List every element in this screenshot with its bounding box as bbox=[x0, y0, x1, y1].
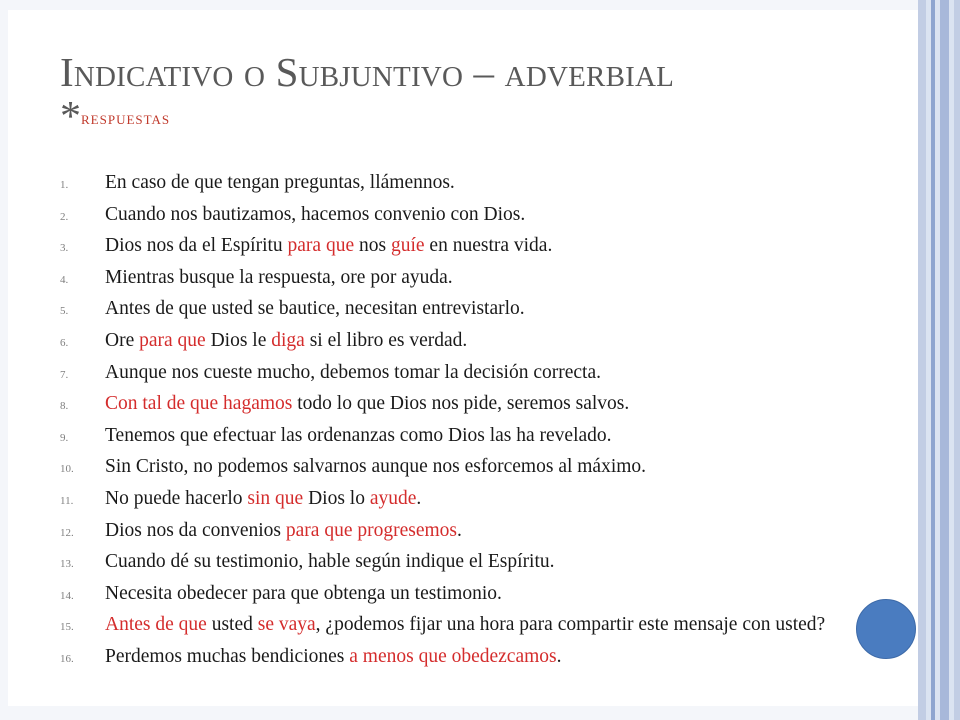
sentence-text: . bbox=[556, 645, 562, 667]
sentence-text: Necesita obedecer para que obtenga un testimonio. bbox=[105, 582, 502, 604]
list-item bbox=[60, 425, 840, 449]
subtitle-star: * bbox=[60, 94, 81, 140]
item-sentence bbox=[105, 172, 840, 194]
sentence-text: Antes de que usted se bautice, necesitan entrevistarlo. bbox=[105, 298, 525, 320]
sentence-text: Dios lo bbox=[303, 487, 370, 509]
item-sentence bbox=[105, 425, 840, 447]
list-item bbox=[60, 393, 840, 417]
sentence-text: Tenemos que efectuar las ordenanzas como Dios las ha revelado. bbox=[105, 424, 612, 446]
list-item bbox=[60, 298, 840, 322]
item-number: 2. bbox=[60, 210, 69, 223]
highlighted-phrase: a menos que obedezcamos bbox=[349, 645, 557, 667]
sentence-text: Dios le bbox=[205, 329, 272, 351]
subtitle-respuestas: respuestas bbox=[81, 108, 171, 129]
sentence-text: En caso de que tengan preguntas, llámennos. bbox=[105, 172, 455, 193]
list-item bbox=[60, 204, 840, 228]
sentence-text: Aunque nos cueste mucho, debemos tomar la decisión correcta. bbox=[105, 361, 602, 383]
list-item bbox=[60, 551, 840, 575]
sentence-text: No puede hacerlo bbox=[105, 487, 248, 509]
list-item bbox=[60, 362, 840, 386]
slide-title: Indicativo o Subjuntivo – adverbial bbox=[60, 49, 675, 95]
item-sentence bbox=[105, 583, 840, 605]
list-item bbox=[60, 520, 840, 544]
sentence-text: , ¿podemos fijar una hora para compartir este mensaje con usted? bbox=[315, 614, 826, 636]
slide-border-bottom bbox=[0, 706, 960, 720]
sentence-text: Ore bbox=[105, 329, 140, 351]
sentence-text: . bbox=[457, 519, 462, 541]
highlighted-phrase: ayude bbox=[369, 487, 417, 509]
sentence-text: Dios nos da el Espíritu bbox=[105, 235, 288, 257]
item-sentence bbox=[105, 267, 840, 289]
slide-subtitle bbox=[60, 96, 170, 138]
highlighted-phrase: para que bbox=[139, 329, 206, 351]
list-item bbox=[60, 172, 840, 196]
item-number: 5. bbox=[60, 305, 69, 318]
list-item bbox=[60, 646, 840, 670]
item-sentence bbox=[105, 235, 840, 257]
item-number: 8. bbox=[60, 400, 69, 413]
sentence-text: Dios nos da convenios bbox=[105, 519, 286, 541]
sentence-text: . bbox=[416, 487, 422, 509]
item-number: 1. bbox=[60, 179, 69, 191]
decorative-side-stripes bbox=[918, 0, 960, 720]
highlighted-phrase: Con tal de que hagamos bbox=[105, 393, 293, 415]
item-sentence bbox=[105, 204, 840, 226]
item-number: 11. bbox=[60, 494, 74, 507]
slide-border-left bbox=[0, 0, 8, 720]
highlighted-phrase: sin que bbox=[247, 487, 304, 509]
item-number: 10. bbox=[60, 463, 74, 476]
highlighted-phrase: Antes de que bbox=[105, 614, 207, 636]
item-number: 3. bbox=[60, 242, 69, 255]
sentence-text: si el libro es verdad. bbox=[304, 329, 468, 351]
highlighted-phrase: para que bbox=[287, 235, 355, 257]
item-number: 4. bbox=[60, 273, 69, 286]
list-item bbox=[60, 330, 840, 354]
item-number: 14. bbox=[60, 589, 74, 602]
item-number: 13. bbox=[60, 558, 74, 571]
sentence-text: Mientras busque la respuesta, ore por ayuda. bbox=[105, 266, 453, 288]
numbered-sentence-list bbox=[60, 172, 840, 678]
item-sentence bbox=[105, 298, 840, 320]
item-number: 9. bbox=[60, 431, 69, 444]
item-sentence bbox=[105, 488, 840, 510]
sentence-text: Sin Cristo, no podemos salvarnos aunque nos esforcemos al máximo. bbox=[105, 456, 647, 478]
item-number: 16. bbox=[60, 652, 74, 665]
highlighted-phrase: para que progresemos bbox=[285, 519, 458, 541]
item-sentence bbox=[105, 520, 840, 542]
item-sentence bbox=[105, 456, 840, 478]
sentence-text: en nuestra vida. bbox=[424, 235, 553, 257]
sentence-text: Cuando dé su testimonio, hable según indique el Espíritu. bbox=[105, 551, 555, 573]
item-sentence bbox=[105, 330, 840, 352]
sentence-text: usted bbox=[206, 614, 258, 636]
item-sentence bbox=[105, 362, 840, 384]
list-item bbox=[60, 267, 840, 291]
sentence-text: Perdemos muchas bendiciones bbox=[105, 645, 350, 667]
sentence-text: nos bbox=[354, 235, 391, 257]
item-sentence bbox=[105, 614, 840, 636]
slide-border-top bbox=[0, 0, 960, 10]
item-number: 6. bbox=[60, 336, 69, 349]
item-sentence bbox=[105, 551, 840, 573]
highlighted-phrase: diga bbox=[271, 329, 305, 351]
sentence-text: Cuando nos bautizamos, hacemos convenio con Dios. bbox=[105, 203, 526, 225]
highlighted-phrase: se vaya bbox=[257, 614, 316, 636]
item-sentence bbox=[105, 393, 840, 415]
item-number: 7. bbox=[60, 368, 69, 381]
item-number: 12. bbox=[60, 526, 74, 539]
item-sentence bbox=[105, 646, 840, 668]
list-item bbox=[60, 488, 840, 512]
sentence-text: todo lo que Dios nos pide, seremos salvos. bbox=[292, 393, 630, 415]
item-number: 15. bbox=[60, 621, 74, 634]
list-item bbox=[60, 614, 840, 638]
list-item bbox=[60, 456, 840, 480]
list-item bbox=[60, 235, 840, 259]
decorative-blue-circle bbox=[856, 599, 916, 659]
highlighted-phrase: guíe bbox=[390, 235, 425, 257]
list-item bbox=[60, 583, 840, 607]
